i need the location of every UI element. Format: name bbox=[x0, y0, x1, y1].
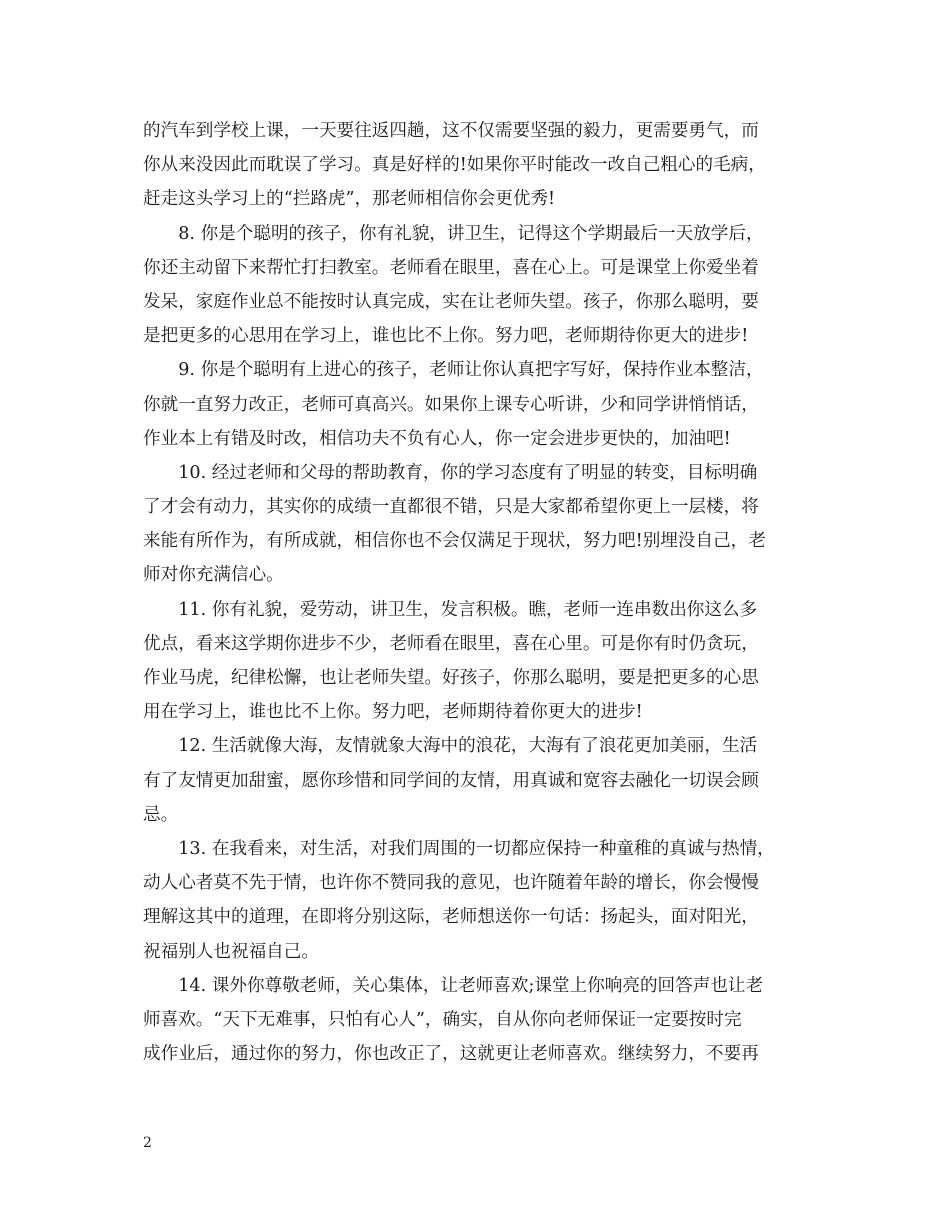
text-line: 作业马虎，纪律松懈，也让老师失望。好孩子，你那么聪明，要是把更多的心思 bbox=[143, 668, 759, 688]
text-line: 14. 课外你尊敬老师，关心集体，让老师喜欢;课堂上你响亮的回答声也让老 bbox=[143, 975, 764, 996]
text-line: 师喜欢。“天下无难事，只怕有心人”，确实，自从你向老师保证一定要按时完 bbox=[143, 1009, 742, 1030]
text-line: 祝福别人也祝福自己。 bbox=[143, 941, 319, 962]
text-line: 是把更多的心思用在学习上，谁也比不上你。努力吧，老师期待你更大的进步! bbox=[143, 326, 749, 347]
text-line: 9. 你是个聪明有上进心的孩子，老师让你认真把字写好，保持作业本整洁， bbox=[143, 360, 764, 381]
text-line: 理解这其中的道理，在即将分别这际，老师想送你一句话：扬起头，面对阳光， bbox=[143, 907, 759, 928]
text-line: 动人心者莫不先于情，也许你不赞同我的意见，也许随着年龄的增长，你会慢慢 bbox=[143, 873, 759, 894]
text-line: 的汽车到学校上课，一天要往返四趟，这不仅需要坚强的毅力，更需要勇气，而 bbox=[143, 121, 759, 141]
text-line: 你从来没因此而耽误了学习。真是好样的!如果你平时能改一改自己粗心的毛病， bbox=[143, 155, 766, 176]
text-line: 你还主动留下来帮忙打扫教室。老师看在眼里，喜在心上。可是课堂上你爱坐着 bbox=[143, 257, 759, 278]
text-line: 来能有所作为，有所成就，相信你也不会仅满足于现状，努力吧!别埋没自己，老 bbox=[143, 531, 766, 552]
text-line: 8. 你是个聪明的孩子，你有礼貌，讲卫生，记得这个学期最后一天放学后， bbox=[143, 223, 764, 244]
text-line: 你就一直努力改正，老师可真高兴。如果你上课专心听讲，少和同学讲悄悄话， bbox=[143, 394, 759, 415]
text-line: 有了友情更加甜蜜，愿你珍惜和同学间的友情，用真诚和宽容去融化一切误会顾 bbox=[143, 770, 759, 791]
text-line: 10. 经过老师和父母的帮助教育，你的学习态度有了明显的转变，目标明确 bbox=[143, 462, 758, 483]
page-body bbox=[143, 114, 823, 1071]
text-line: 赶走这头学习上的“拦路虎”，那老师相信你会更优秀! bbox=[143, 189, 556, 210]
text-line: 了才会有动力，其实你的成绩一直都很不错，只是大家都希望你更上一层楼，将 bbox=[143, 497, 759, 518]
text-line: 13. 在我看来，对生活，对我们周围的一切都应保持一种童稚的真诚与热情， bbox=[143, 838, 775, 859]
text-line: 12. 生活就像大海，友情就象大海中的浪花，大海有了浪花更加美丽，生活 bbox=[143, 736, 758, 757]
text-line: 11. 你有礼貌，爱劳动，讲卫生，发言积极。瞧，老师一连串数出你这么多 bbox=[143, 599, 758, 620]
page-number: 2 bbox=[143, 1135, 152, 1151]
text-line: 师对你充满信心。 bbox=[143, 565, 284, 586]
text-line: 发呆，家庭作业总不能按时认真完成，实在让老师失望。孩子，你那么聪明，要 bbox=[143, 291, 759, 312]
text-line: 用在学习上，谁也比不上你。努力吧，老师期待着你更大的进步! bbox=[143, 702, 643, 723]
text-line: 成作业后，通过你的努力，你也改正了，这就更让老师喜欢。继续努力，不要再 bbox=[143, 1044, 759, 1065]
text-line: 作业本上有错及时改，相信功夫不负有心人，你一定会进步更快的，加油吧! bbox=[143, 428, 731, 449]
text-line: 忌。 bbox=[143, 804, 179, 825]
text-line: 优点，看来这学期你进步不少，老师看在眼里，喜在心里。可是你有时仍贪玩， bbox=[143, 633, 759, 654]
